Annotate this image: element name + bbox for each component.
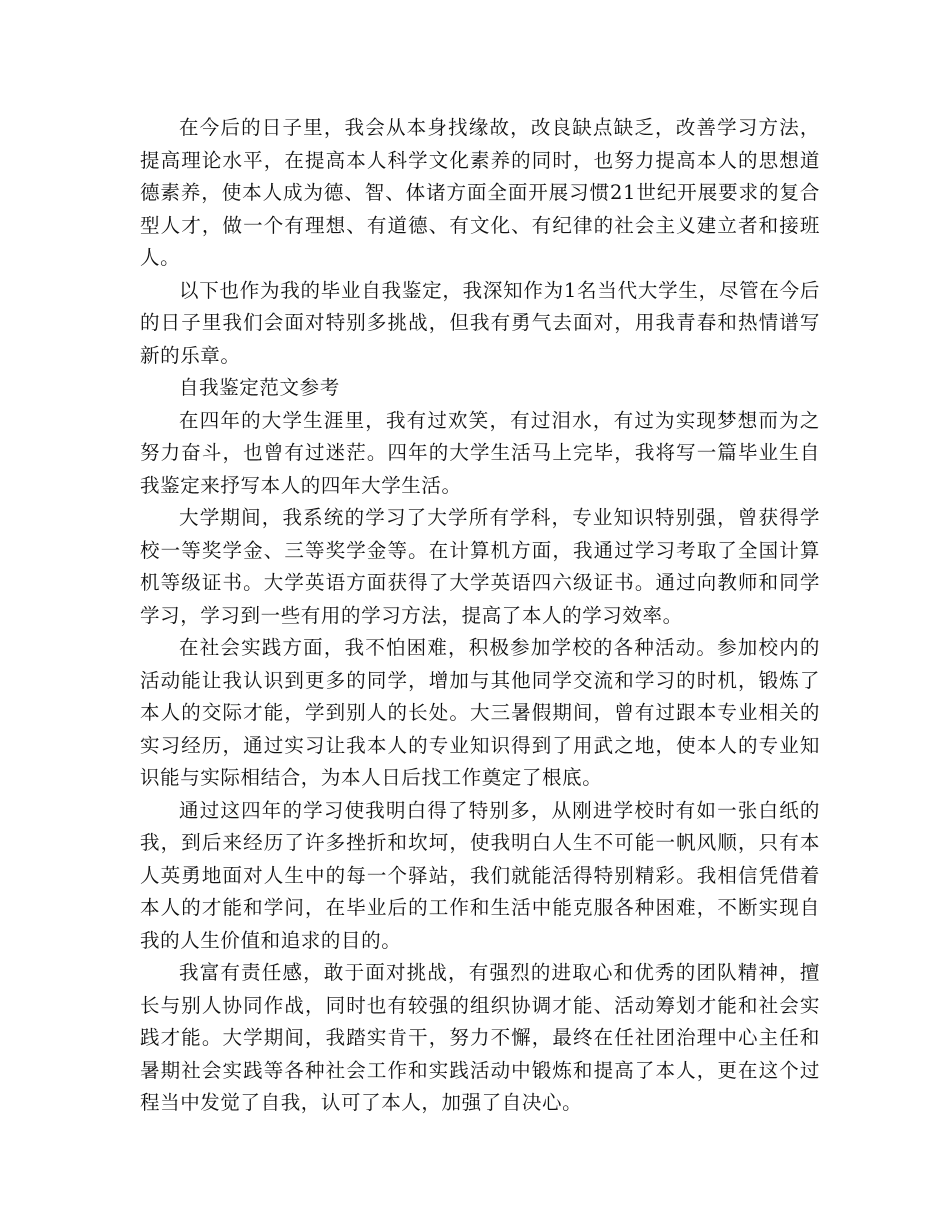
paragraph-growth: 通过这四年的学习使我明白得了特别多，从刚进学校时有如一张白纸的我，到后来经历了许多挫折和坎坷，使我明白人生不可能一帆风顺，只有本人英勇地面对人生中的每一个驿站，我们就能活得特别精彩。我相信凭借着本人的才能和学问，在毕业后的工作和生活中能克服各种困难，不断实现自我的人生价值和追求的目的。 [140,798,820,952]
document-page [140,112,820,1120]
paragraph-future-plans: 在今后的日子里，我会从本身找缘故，改良缺点缺乏，改善学习方法，提高理论水平，在提高本人科学文化素养的同时，也努力提高本人的思想道德素养，使本人成为德、智、体诸方面全面开展习惯21世纪开展要求的复合型人才，做一个有理想、有道德、有文化、有纪律的社会主义建立者和接班人。 [140,116,820,269]
paragraph-responsibility: 我富有责任感，敢于面对挑战，有强烈的进取心和优秀的团队精神，擅长与别人协同作战，同时也有较强的组织协调才能、活动筹划才能和社会实践才能。大学期间，我踏实肯干，努力不懈，最终在任社团治理中心主任和暑期社会实践等各种社会工作和实践活动中锻炼和提高了本人，更在这个过程当中发觉了自我，认可了本人，加强了自决心。 [140,961,820,1114]
paragraph-studies: 大学期间，我系统的学习了大学所有学科，专业知识特别强，曾获得学校一等奖学金、三等奖学金等。在计算机方面，我通过学习考取了全国计算机等级证书。大学英语方面获得了大学英语四六级证书。通过向教师和同学学习，学习到一些有用的学习方法，提高了本人的学习效率。 [140,506,820,627]
paragraph-four-years: 在四年的大学生涯里，我有过欢笑，有过泪水，有过为实现梦想而为之努力奋斗，也曾有过迷茫。四年的大学生活马上完毕，我将写一篇毕业生自我鉴定来抒写本人的四年大学生活。 [140,408,820,497]
paragraph-graduation-appraisal: 以下也作为我的毕业自我鉴定，我深知作为1名当代大学生，尽管在今后的日子里我们会面对特别多挑战，但我有勇气去面对，用我青春和热情谱写新的乐章。 [140,278,820,367]
paragraph-social-practice: 在社会实践方面，我不怕困难，积极参加学校的各种活动。参加校内的活动能让我认识到更多的同学，增加与其他同学交流和学习的时机，锻炼了本人的交际才能，学到别人的长处。大三暑假期间，曾有过跟本专业相关的实习经历，通过实习让我本人的专业知识得到了用武之地，使本人的专业知识能与实际相结合，为本人日后找工作奠定了根底。 [140,636,820,789]
section-heading-sample: 自我鉴定范文参考 [179,376,340,399]
